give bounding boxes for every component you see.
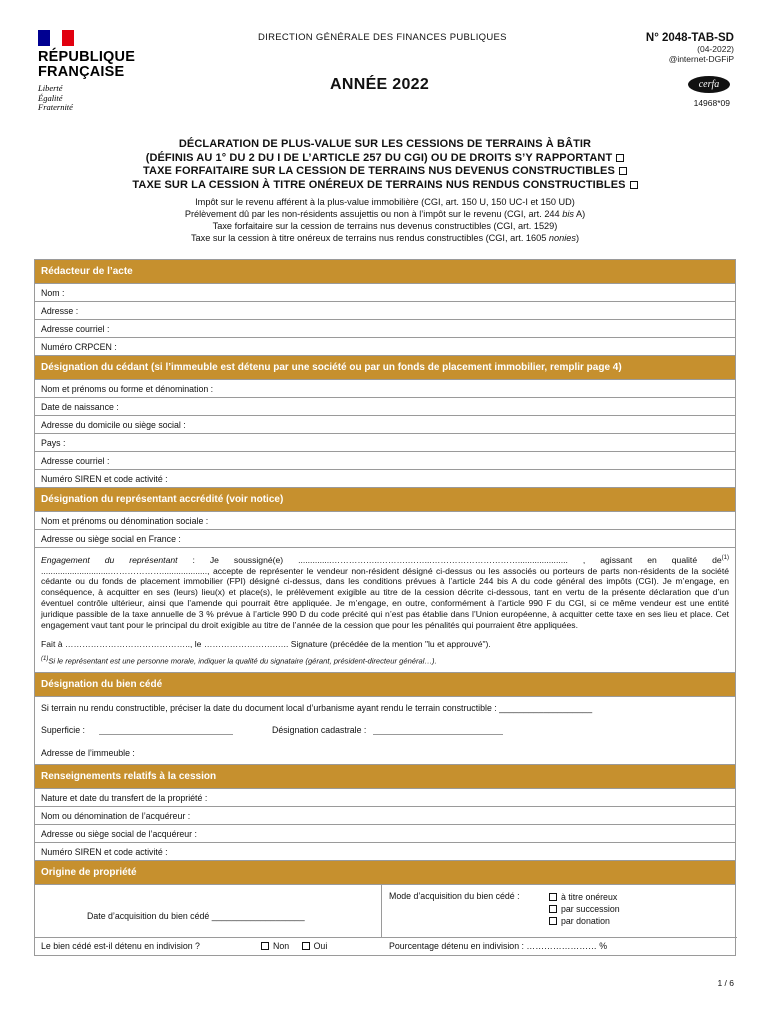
field-redacteur-crpcen[interactable]: Numéro CRPCEN : xyxy=(35,338,735,356)
divider xyxy=(381,885,382,937)
field-acquereur-nom[interactable]: Nom ou dénomination de l’acquéreur : xyxy=(35,807,735,825)
footnote-1: $^{(1)}$Si le représentant est une personne morale, indiquer la qualité du signataire (gérant, président-directeur général…). xyxy=(41,656,437,666)
title-line1: DÉCLARATION DE PLUS-VALUE SUR LES CESSIONS DE TERRAINS À BÂTIR xyxy=(178,138,592,150)
republique-francaise-logo xyxy=(38,30,148,113)
checkbox-titre-onereux[interactable]: à titre onéreux xyxy=(549,891,620,903)
administration-name: DIRECTION GÉNÉRALE DES FINANCES PUBLIQUES xyxy=(258,32,507,43)
republique-line1: RÉPUBLIQUE xyxy=(38,49,136,65)
title-line4: TAXE SUR LA CESSION À TITRE ONÉREUX DE TERRAINS NUS RENDUS CONSTRUCTIBLES xyxy=(0,179,770,193)
checkbox-indivision-oui[interactable]: Oui xyxy=(302,941,328,951)
checkbox-succession[interactable]: par succession xyxy=(549,903,620,915)
checkbox-droits[interactable] xyxy=(616,154,624,162)
checkbox-taxe-forfaitaire[interactable] xyxy=(619,167,627,175)
legal-ref-1: Impôt sur le revenu afférent à la plus-value immobilière (CGI, art. 150 U, 150 UC-I et 150 UD) xyxy=(195,197,575,207)
field-nature-transfert[interactable]: Nature et date du transfert de la propriété : xyxy=(35,789,735,807)
section-origine-propriete: Origine de propriété xyxy=(35,861,735,885)
checkbox-indivision-non[interactable]: Non xyxy=(261,941,289,951)
indivision-options xyxy=(261,941,327,951)
section-bien-cede: Désignation du bien cédé xyxy=(35,673,735,697)
checkbox-taxe-cession[interactable] xyxy=(630,181,638,189)
signature-line[interactable]: Fait à …………………………………….., le …………………….….. Signature (précédée de la mention "lu et approuvé"). xyxy=(41,639,491,650)
bien-cede-block xyxy=(35,697,735,765)
field-cedant-adresse[interactable]: Adresse du domicile ou siège social : xyxy=(35,416,735,434)
field-representant-adresse[interactable]: Adresse ou siège social en France : xyxy=(35,530,735,548)
origine-block xyxy=(35,885,735,955)
form-titles xyxy=(0,138,770,244)
field-acquereur-adresse[interactable]: Adresse ou siège social de l’acquéreur : xyxy=(35,825,735,843)
section-cession: Renseignements relatifs à la cession xyxy=(35,765,735,789)
engagement-block xyxy=(35,548,735,673)
title-line2: (DÉFINIS AU 1° DU 2 DU I DE L’ARTICLE 257 DU CGI) OU DE DROITS S’Y RAPPORTANT xyxy=(0,152,770,166)
field-superficie[interactable]: Superficie : xyxy=(41,725,233,735)
page-number: 1 / 6 xyxy=(717,978,734,988)
field-cedant-nom[interactable]: Nom et prénoms ou forme et dénomination : xyxy=(35,380,735,398)
legal-ref-3: Taxe forfaitaire sur la cession de terrains nus devenus constructibles (CGI, art. 1529) xyxy=(212,221,558,231)
field-adresse-immeuble[interactable]: Adresse de l’immeuble : xyxy=(41,747,135,758)
motto-liberte: Liberté xyxy=(38,83,63,93)
engagement-text[interactable]: Engagement du représentant : Je soussigné(e) ..............……………..……….……...…………………………..................... , agissant en qualité $de^{(1)}$ .............................………………..................., accepte de représenter le vendeur non-résident désigné ci-dessus ou les associés ou porteurs de parts non-résidents de la société cédante ou du fonds de placement immobilier (FPI) désigné ci-dessus, dans les conditions prévues à l’article 244 bis A du code général des impôts (CGI). Je m’engage, en conséquence, à acquitter en ses (leurs) lieu(x) et place(s), le prélèvement exigible au titre de la cession décrite ci-dessous, tant en vertu de la présente déclaration que d’un éventuel contrôle ultérieur, ainsi que l’amende qui pourrait être appliquée. Je m’engage, en outre, conformément à l’article 990 F du CGI, si ce même vendeur est une entité juridique passible de la taxe annuelle de 3 % prévue à l’article 990 D du code précité qui n’est pas établie dans l’Union européenne, à acquitter cette taxe en ses lieu et place. Cet engagement vaut tant pour le principal du droit exigible au titre de l’année de la cession que pour les pénalités qui pourraient être appliquées. xyxy=(41,554,729,630)
field-redacteur-nom[interactable]: Nom : xyxy=(35,284,735,302)
field-representant-nom[interactable]: Nom et prénoms ou dénomination sociale : xyxy=(35,512,735,530)
form-source: @internet-DGFiP xyxy=(668,54,734,64)
form-date: (04-2022) xyxy=(697,44,734,54)
field-redacteur-adresse[interactable]: Adresse : xyxy=(35,302,735,320)
section-representant: Désignation du représentant accrédité (voir notice) xyxy=(35,488,735,512)
section-redacteur: Rédacteur de l’acte xyxy=(35,260,735,284)
form-year: ANNÉE 2022 xyxy=(330,76,430,93)
field-cedant-courriel[interactable]: Adresse courriel : xyxy=(35,452,735,470)
legal-ref-4: Taxe sur la cession à titre onéreux de terrains nus rendus constructibles (CGI, art. 1605 nonies) xyxy=(190,233,580,243)
mode-acquisition-label: Mode d’acquisition du bien cédé : xyxy=(389,890,520,901)
cerfa-logo: cerfa xyxy=(688,76,730,93)
indivision-label: Le bien cédé est-il détenu en indivision ? xyxy=(41,940,200,951)
legal-references xyxy=(0,196,770,244)
field-redacteur-courriel[interactable]: Adresse courriel : xyxy=(35,320,735,338)
form-reference xyxy=(646,32,734,64)
motto-egalite: Égalité xyxy=(38,92,63,103)
declaration-form xyxy=(34,259,736,956)
form-number: N° 2048-TAB-SD xyxy=(645,32,734,44)
french-flag-icon xyxy=(38,30,74,46)
page-header xyxy=(0,0,770,130)
cerfa-number: 14968*09 xyxy=(693,98,730,108)
field-acquereur-siren[interactable]: Numéro SIREN et code activité : xyxy=(35,843,735,861)
motto xyxy=(38,84,148,113)
checkbox-donation[interactable]: par donation xyxy=(549,915,620,927)
section-cedant: Désignation du cédant (si l’immeuble est détenu par une société ou par un fonds de placement immobilier, remplir page 4) xyxy=(35,356,735,380)
legal-ref-2: Prélèvement dû par les non-résidents assujettis ou non à l’impôt sur le revenu (CGI, art. 244 bis A) xyxy=(184,209,586,219)
field-cedant-naissance[interactable]: Date de naissance : xyxy=(35,398,735,416)
republique-line2: FRANÇAISE xyxy=(38,64,125,80)
divider xyxy=(35,937,737,938)
mode-acquisition-options xyxy=(549,891,620,927)
field-date-acquisition[interactable]: Date d’acquisition du bien cédé ___________________ xyxy=(87,910,305,921)
title-line3: TAXE FORFAITAIRE SUR LA CESSION DE TERRAINS NUS DEVENUS CONSTRUCTIBLES xyxy=(0,165,770,179)
field-cedant-pays[interactable]: Pays : xyxy=(35,434,735,452)
field-designation-cadastrale[interactable]: Désignation cadastrale : xyxy=(272,725,503,735)
field-pourcentage-indivision[interactable]: Pourcentage détenu en indivision : …………………… % xyxy=(389,940,608,951)
field-date-document-urbanisme[interactable]: Si terrain nu rendu constructible, préciser la date du document local d’urbanisme ayant rendu le terrain constructible : ___________________ xyxy=(41,702,593,713)
motto-fraternite: Fraternité xyxy=(38,102,73,112)
field-cedant-siren[interactable]: Numéro SIREN et code activité : xyxy=(35,470,735,488)
